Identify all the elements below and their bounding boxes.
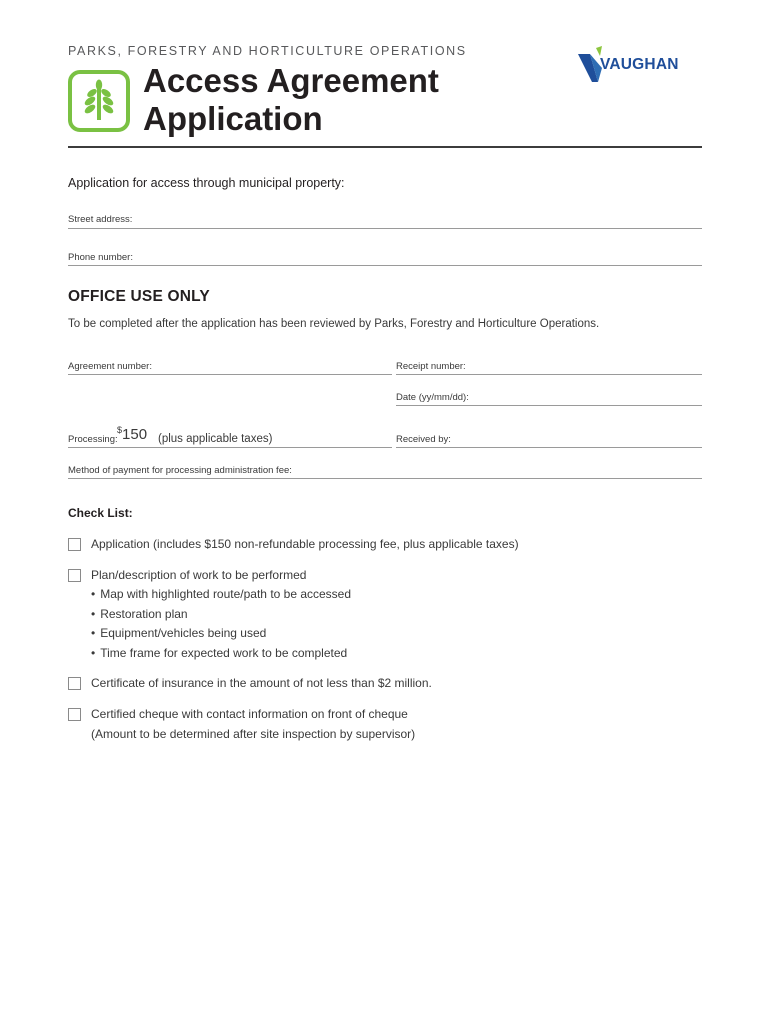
title-line-2: Application	[143, 100, 323, 137]
processing-field	[68, 447, 392, 448]
receipt-number-label: Receipt number:	[396, 361, 466, 372]
department-name: PARKS, FORESTRY AND HORTICULTURE OPERATIONS	[68, 44, 467, 58]
received-by-label: Received by:	[396, 434, 451, 445]
date-label: Date (yy/mm/dd):	[396, 392, 469, 403]
checklist-item-plan: Plan/description of work to be performed	[91, 568, 307, 582]
date-field[interactable]	[396, 405, 702, 406]
plan-bullet-list	[91, 585, 351, 663]
fee-currency: $	[117, 425, 123, 435]
checklist-checkbox-cheque[interactable]	[68, 708, 81, 721]
phone-number-field[interactable]	[68, 265, 702, 266]
checklist-item-insurance: Certificate of insurance in the amount of not less than $2 million.	[91, 676, 432, 690]
fee-tax-note: (plus applicable taxes)	[158, 433, 273, 445]
processing-fee	[117, 426, 147, 443]
checklist-title: Check List:	[68, 506, 133, 520]
office-use-note: To be completed after the application has been reviewed by Parks, Forestry and Horticulture Operations.	[68, 318, 600, 330]
checklist-item-application: Application (includes $150 non-refundable processing fee, plus applicable taxes)	[91, 537, 519, 551]
tree-logo-icon	[68, 70, 130, 132]
office-use-heading: OFFICE USE ONLY	[68, 288, 210, 305]
receipt-number-field[interactable]	[396, 374, 702, 375]
cheque-line-1: Certified cheque with contact information on front of cheque	[91, 707, 408, 721]
street-address-field[interactable]	[68, 228, 702, 229]
checklist-item-cheque	[91, 705, 415, 744]
list-item: • Map with highlighted route/path to be accessed	[91, 585, 351, 605]
received-by-field[interactable]	[396, 447, 702, 448]
agreement-number-field[interactable]	[68, 374, 392, 375]
phone-number-label: Phone number:	[68, 252, 133, 263]
cheque-line-2: (Amount to be determined after site inspection by supervisor)	[91, 726, 416, 741]
checklist-checkbox-insurance[interactable]	[68, 677, 81, 690]
payment-method-label: Method of payment for processing administration fee:	[68, 465, 292, 476]
brand-name: VAUGHAN	[600, 56, 679, 73]
checklist-checkbox-application[interactable]	[68, 538, 81, 551]
page-title	[143, 62, 439, 138]
fee-amount: 150	[122, 426, 148, 443]
payment-method-field[interactable]	[68, 478, 702, 479]
application-intro: Application for access through municipal property:	[68, 176, 345, 190]
list-item: • Restoration plan	[91, 605, 351, 625]
header-divider	[68, 146, 702, 148]
processing-label: Processing:	[68, 434, 118, 445]
street-address-label: Street address:	[68, 214, 133, 225]
list-item: • Equipment/vehicles being used	[91, 624, 351, 644]
agreement-number-label: Agreement number:	[68, 361, 152, 372]
list-item: • Time frame for expected work to be completed	[91, 644, 351, 664]
title-line-1: Access Agreement	[143, 62, 439, 99]
checklist-checkbox-plan[interactable]	[68, 569, 81, 582]
